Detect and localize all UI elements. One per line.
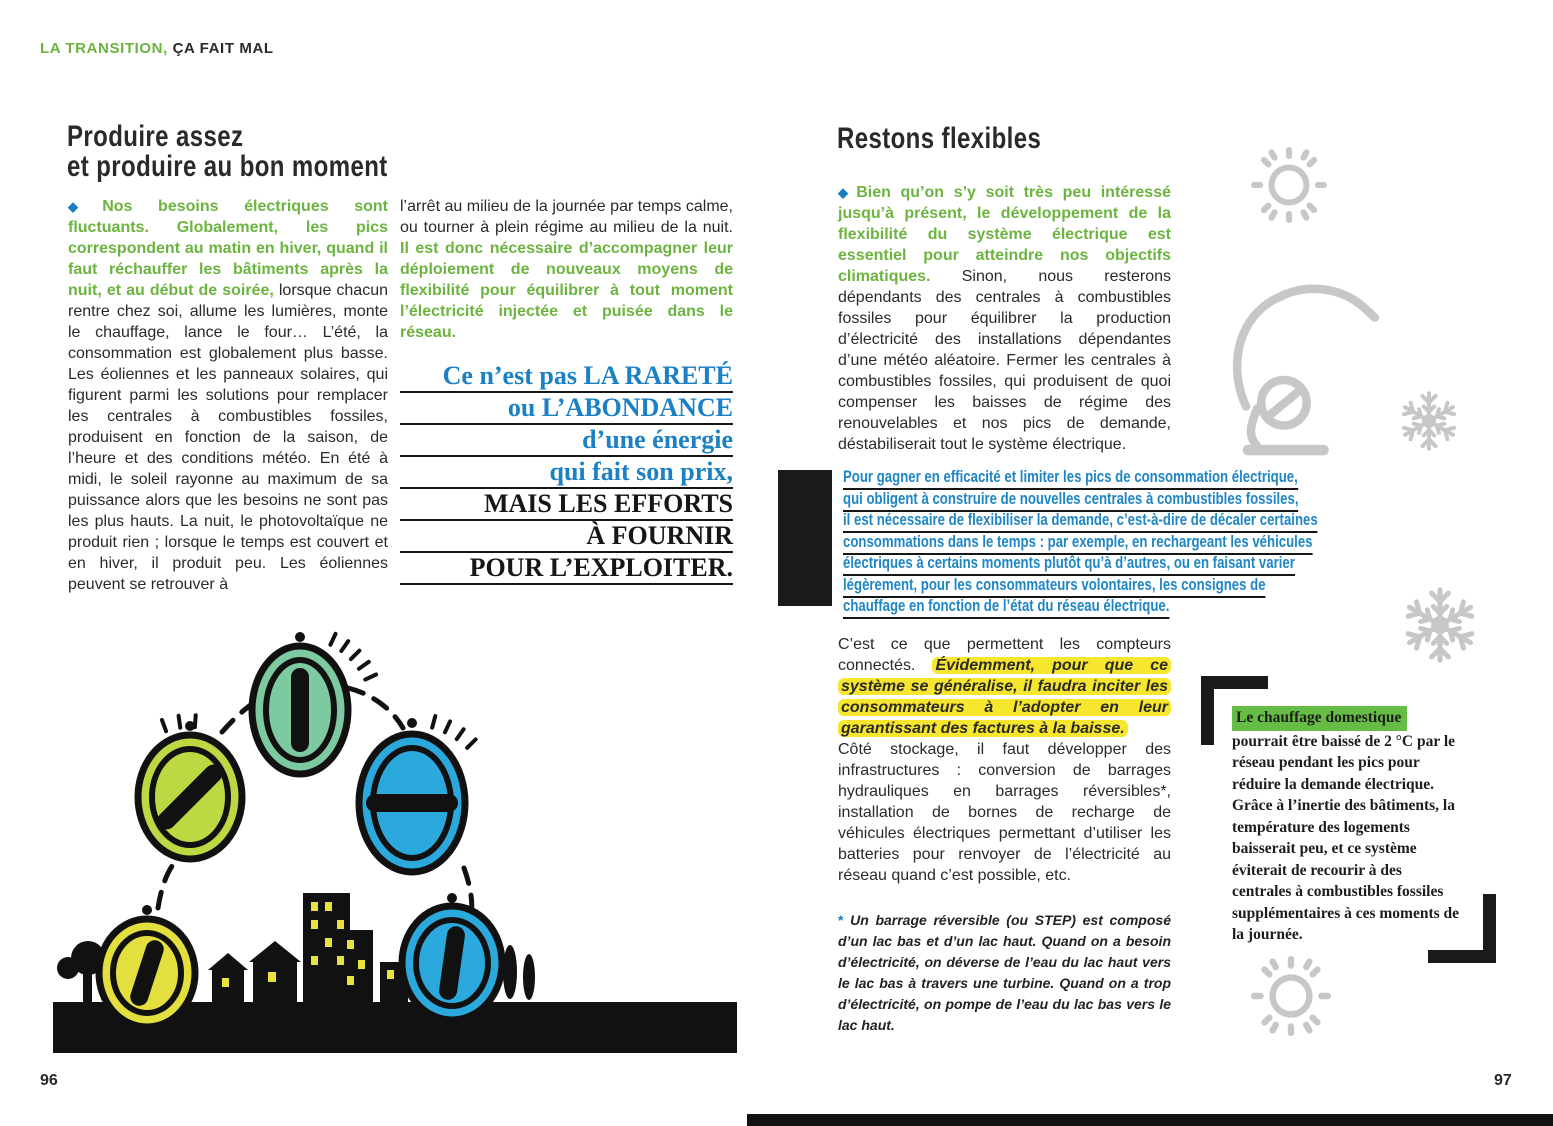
paragraph-body: Côté stockage, il faut développer des infrastructures : conversion de barrages hydrauliques en barrages réversibles*, installation de bornes de recharge de véhicules électriques permettant d’utiliser les batteries pour renvoyer de l’électricité au réseau quand c’est possible, etc. bbox=[838, 741, 1171, 884]
right-column-para2 bbox=[838, 634, 1171, 886]
dial-knob-blue-bottom-right bbox=[402, 893, 502, 1020]
diamond-bullet-icon: ◆ bbox=[68, 199, 100, 214]
blue-line: consommations dans le temps : par exemple, en rechargeant les véhicules bbox=[843, 533, 1313, 555]
left-page-heading: Produire assez et produire au bon moment bbox=[67, 120, 388, 183]
pull-quote-line: d’une énergie bbox=[400, 426, 733, 457]
diamond-bullet-icon: ◆ bbox=[838, 185, 854, 200]
pull-quote-line: qui fait son prix, bbox=[400, 458, 733, 489]
sidebar-body: pourrait être baissé de 2 °C par le réseau pendant les pics pour réduire la demande électrique. Grâce à l’inertie des bâtiments, la température des logements baisserait peu, et ce système éviterait de recourir à des centrales à combustibles fossiles supplémentaires à ces moments de la journée. bbox=[1232, 732, 1460, 943]
dial-knob-yellow-bottom-left bbox=[99, 905, 195, 1027]
running-head bbox=[40, 40, 274, 57]
yellow-highlighted-text: Évidemment, pour que ce système se généralise, il faudra inciter les consommateurs à l’adopter en leur garantissant des factures à la baisse. bbox=[838, 657, 1171, 737]
snowflake-icon bbox=[1396, 388, 1462, 454]
blue-line: il est nécessaire de flexibiliser la demande, c’est-à-dire de décaler certaines bbox=[843, 511, 1318, 533]
pull-quote bbox=[400, 362, 733, 586]
dial-knob-green-top bbox=[252, 632, 348, 774]
paragraph-green-lead: Bien qu’on s’y soit très peu intéressé jusqu’à présent, le développement de la flexibilité du système électrique est essentiel pour atteindre nos objectifs climatiques. bbox=[838, 184, 1172, 285]
blue-underlined-paragraph bbox=[843, 468, 1373, 619]
sun-icon bbox=[1251, 956, 1331, 1036]
sidebar-box bbox=[1232, 706, 1464, 946]
pull-quote-line: MAIS LES EFFORTS bbox=[400, 490, 733, 521]
pull-quote-line: À FOURNIR bbox=[400, 522, 733, 553]
running-head-title: ÇA FAIT MAL bbox=[167, 40, 274, 57]
left-column-2 bbox=[400, 196, 733, 343]
page-number-left: 96 bbox=[40, 1072, 58, 1089]
page-number-right: 97 bbox=[1494, 1072, 1512, 1089]
paragraph-body: Sinon, nous resterons dépendants des centrales à combustibles fossiles pour équilibrer la production d’électricité des installations dépendantes d’une météo aléatoire. Fermer les centrales à combustibles fossiles, qui produisent de quoi compenser les baisses de régime des renouvelables et nos pics de demande, déstabiliserait tout le système électrique. bbox=[838, 268, 1171, 453]
paragraph-body: l’arrêt au milieu de la journée par temps calme, ou tourner à plein régime au milieu de la nuit. bbox=[400, 198, 733, 236]
left-column-1 bbox=[68, 196, 388, 595]
sidebar-title-green-highlight: Le chauffage domestique bbox=[1232, 706, 1407, 731]
blue-line: chauffage en fonction de l’état du réseau électrique. bbox=[843, 597, 1169, 619]
paragraph-green-lead: Nos besoins électriques sont fluctuants. Globalement, les pics correspondent au matin en hiver, quand il faut réchauffer les bâtiments après la nuit, et au début de soirée, bbox=[68, 198, 389, 299]
bottom-black-bar bbox=[747, 1114, 1553, 1126]
pull-quote-line: ou L’ABONDANCE bbox=[400, 394, 733, 425]
blue-line: Pour gagner en efficacité et limiter les pics de consommation électrique, bbox=[843, 468, 1298, 490]
dial-knob-blue-upper-right bbox=[359, 718, 465, 872]
right-column-para1 bbox=[838, 182, 1171, 455]
footnote: * Un barrage réversible (ou STEP) est composé d’un lac bas et d’un lac haut. Quand on a besoin d’électricité, on déverse de l’eau du lac haut vers le lac bas à travers une turbine. Quand on a trop d’électricité, on pompe de l’eau du lac bas vers le lac haut. bbox=[838, 912, 1171, 1033]
blue-line: qui obligent à construire de nouvelles centrales à combustibles fossiles, bbox=[843, 490, 1299, 512]
gymnast-icon bbox=[1210, 262, 1390, 462]
sun-icon bbox=[1251, 147, 1327, 223]
pull-quote-line: Ce n’est pas LA RARETÉ bbox=[400, 362, 733, 393]
right-page-heading: Restons flexibles bbox=[837, 122, 1042, 155]
paragraph-body: C’est ce que permettent les compteurs connectés. bbox=[838, 636, 1171, 674]
margin-black-block bbox=[778, 470, 832, 606]
running-head-chapter: LA TRANSITION, bbox=[40, 40, 168, 57]
pull-quote-line: POUR L’EXPLOITER. bbox=[400, 554, 733, 585]
snowflake-icon bbox=[1398, 583, 1482, 667]
blue-line: légèrement, pour les consommateurs volontaires, les consignes de bbox=[843, 576, 1266, 598]
blue-line: électriques à certains moments plutôt qu’à d’autres, ou en faisant varier bbox=[843, 554, 1295, 576]
footnote-asterisk: * bbox=[838, 912, 844, 928]
paragraph-green-tail: Il est donc nécessaire d’accompagner leur déploiement de nouveaux moyens de flexibilité pour équilibrer à tout moment l’électricité injectée et puisée dans le réseau. bbox=[400, 240, 733, 341]
dial-knob-lime-upper-left bbox=[138, 721, 242, 859]
dials-illustration bbox=[50, 610, 740, 1065]
paragraph-body: lorsque chacun rentre chez soi, allume les lumières, monte le chauffage, lance le four… L’été, la consommation est globalement plus basse. Les éoliennes et les panneaux solaires, qui figurent parmi les solutions pour remplacer les centrales à combustibles fossiles, produisent en fonction de la saison, de l’heure et des conditions météo. En été à midi, le soleil rayonne au maximum de sa puissance alors que les besoins ne sont pas les plus hauts. La nuit, le photovoltaïque ne produit rien ; lorsque le temps est couvert et en hiver, il produit peu. Les éoliennes peuvent se retrouver à bbox=[68, 282, 388, 593]
